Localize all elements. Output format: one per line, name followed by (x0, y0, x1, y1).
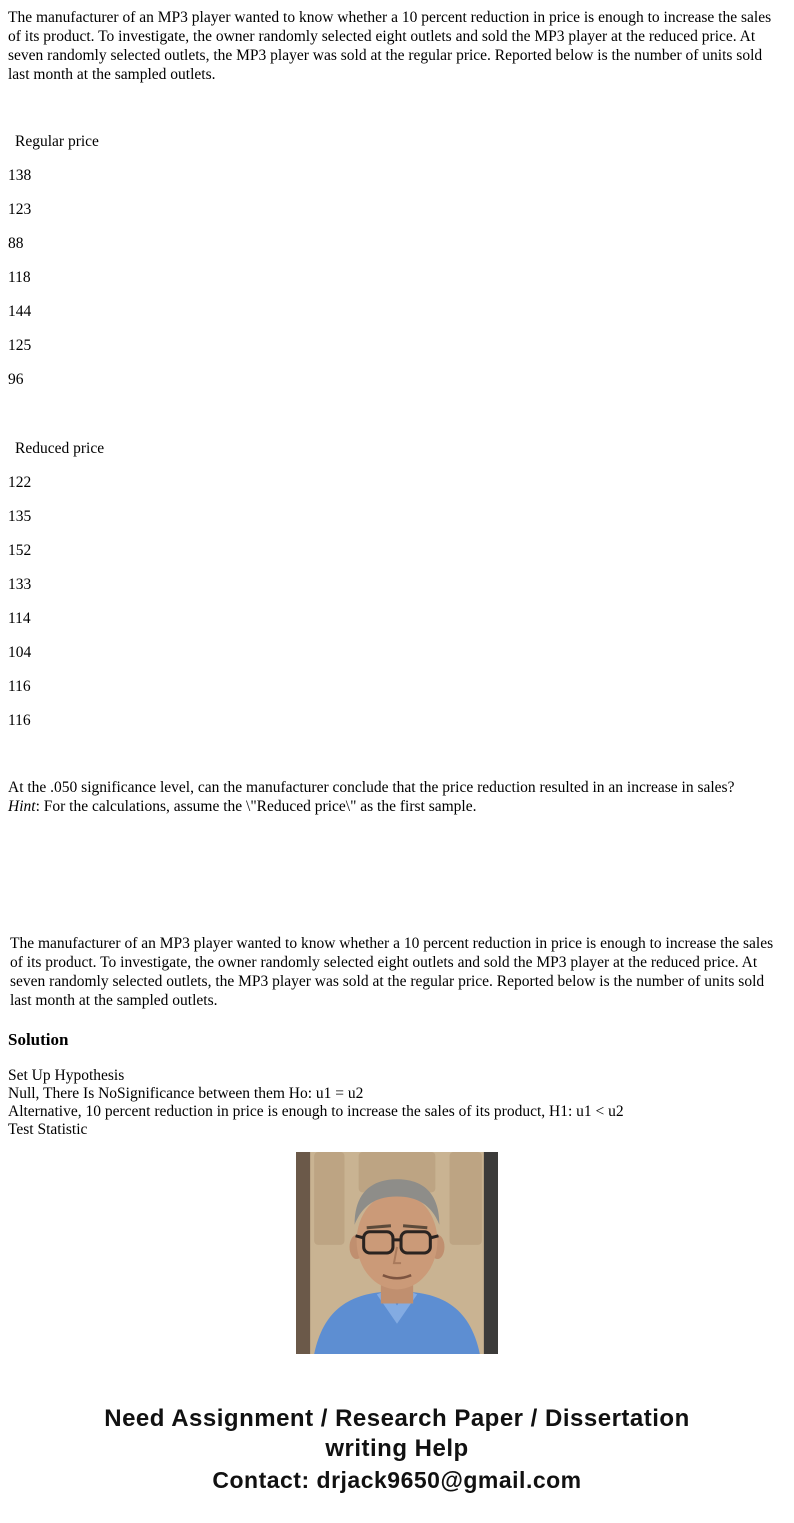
solution-line-null: Null, There Is NoSignificance between them Ho: u1 = u2 (8, 1085, 364, 1102)
reduced-price-value: 152 (8, 542, 32, 559)
question-block (8, 778, 786, 816)
regular-price-value: 96 (8, 371, 24, 388)
reduced-price-label: Reduced price (15, 440, 105, 457)
reduced-price-value: 104 (8, 644, 32, 661)
reduced-price-value: 116 (8, 712, 31, 729)
question-text: At the .050 significance level, can the manufacturer conclude that the price reduction resulted in an increase in sales? (8, 779, 735, 796)
regular-price-list (8, 132, 786, 389)
solution-lines (8, 1067, 786, 1138)
solution-line-hypothesis: Set Up Hypothesis (8, 1067, 125, 1084)
contact-email: Contact: drjack9650@gmail.com (212, 1467, 582, 1493)
hint-label: Hint (8, 798, 36, 815)
regular-price-value: 88 (8, 235, 24, 252)
problem-text-repeat: The manufacturer of an MP3 player wanted to know whether a 10 percent reduction in price is enough to increase the sales of its product. To investigate, the owner randomly selected eight outlets and sold the MP3 player at the reduced price. At seven randomly selected outlets, the MP3 player was sold at the regular price. Reported below is the number of units sold last month at the sampled outlets. (10, 935, 774, 1009)
tutor-portrait-illustration (296, 1152, 498, 1354)
footer-heading (8, 1404, 786, 1464)
reduced-price-value: 133 (8, 576, 32, 593)
regular-price-value: 144 (8, 303, 32, 320)
reduced-price-list (8, 439, 786, 730)
regular-price-label: Regular price (15, 133, 99, 150)
problem-text: The manufacturer of an MP3 player wanted to know whether a 10 percent reduction in price is enough to increase the sales of its product. To investigate, the owner randomly selected eight outlets and sold the MP3 player at the reduced price. At seven randomly selected outlets, the MP3 player was sold at the regular price. Reported below is the number of units sold last month at the sampled outlets. (8, 9, 772, 83)
footer-heading-line2: writing Help (325, 1435, 469, 1462)
regular-price-value: 125 (8, 337, 32, 354)
footer (8, 1404, 786, 1494)
reduced-price-value: 116 (8, 678, 31, 695)
tutor-avatar (296, 1152, 498, 1354)
regular-price-value: 138 (8, 167, 32, 184)
footer-heading-line1: Need Assignment / Research Paper / Dissertation (104, 1405, 690, 1432)
reduced-price-value: 135 (8, 508, 32, 525)
solution-heading: Solution (8, 1030, 69, 1049)
solution-line-alternative: Alternative, 10 percent reduction in price is enough to increase the sales of its product, H1: u1 < u2 (8, 1103, 624, 1120)
regular-price-value: 123 (8, 201, 32, 218)
solution-line-truncated: Test Statistic (8, 1121, 88, 1138)
regular-price-value: 118 (8, 269, 31, 286)
reduced-price-value: 114 (8, 610, 31, 627)
hint-text: : For the calculations, assume the \"Reduced price\" as the first sample. (35, 798, 477, 815)
reduced-price-value: 122 (8, 474, 32, 491)
hint-line (8, 797, 786, 816)
